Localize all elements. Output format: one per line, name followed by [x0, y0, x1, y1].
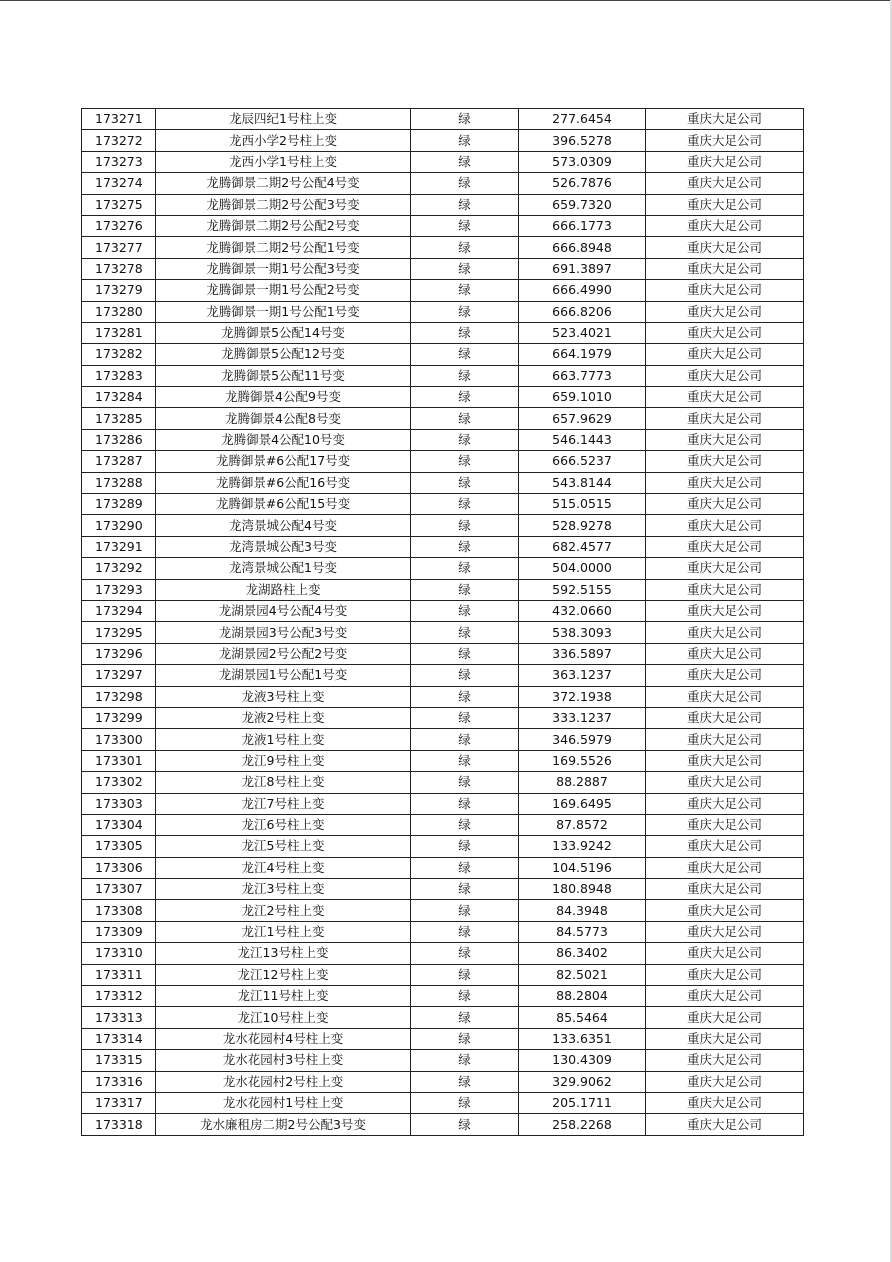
transformer-name-cell: 龙江1号柱上变 [156, 921, 411, 942]
transformer-name-cell: 龙江8号柱上变 [156, 772, 411, 793]
transformer-name-cell: 龙湖景园1号公配1号变 [156, 665, 411, 686]
transformer-name-cell: 龙腾御景一期1号公配2号变 [156, 280, 411, 301]
value-cell: 526.7876 [519, 173, 646, 194]
table-row [82, 707, 804, 728]
value-cell: 504.0000 [519, 558, 646, 579]
company-cell: 重庆大足公司 [646, 986, 804, 1007]
table-row [82, 1071, 804, 1092]
table-row [82, 814, 804, 835]
row-id-cell: 173299 [82, 707, 156, 728]
company-cell: 重庆大足公司 [646, 836, 804, 857]
value-cell: 104.5196 [519, 857, 646, 878]
value-cell: 546.1443 [519, 429, 646, 450]
transformer-name-cell: 龙腾御景二期2号公配3号变 [156, 194, 411, 215]
value-cell: 666.4990 [519, 280, 646, 301]
table-row [82, 1007, 804, 1028]
table-row [82, 772, 804, 793]
value-cell: 666.1773 [519, 215, 646, 236]
transformer-name-cell: 龙腾御景#6公配15号变 [156, 494, 411, 515]
status-color-cell: 绿 [411, 408, 519, 429]
row-id-cell: 173301 [82, 750, 156, 771]
status-color-cell: 绿 [411, 1050, 519, 1071]
row-id-cell: 173310 [82, 943, 156, 964]
status-color-cell: 绿 [411, 750, 519, 771]
row-id-cell: 173284 [82, 387, 156, 408]
transformer-name-cell: 龙江12号柱上变 [156, 964, 411, 985]
status-color-cell: 绿 [411, 1071, 519, 1092]
status-color-cell: 绿 [411, 579, 519, 600]
table-row [82, 665, 804, 686]
company-cell: 重庆大足公司 [646, 237, 804, 258]
value-cell: 666.8948 [519, 237, 646, 258]
row-id-cell: 173294 [82, 600, 156, 621]
transformer-name-cell: 龙江2号柱上变 [156, 900, 411, 921]
row-id-cell: 173285 [82, 408, 156, 429]
status-color-cell: 绿 [411, 836, 519, 857]
table-row [82, 1114, 804, 1135]
company-cell: 重庆大足公司 [646, 494, 804, 515]
table-row [82, 1028, 804, 1049]
company-cell: 重庆大足公司 [646, 451, 804, 472]
row-id-cell: 173309 [82, 921, 156, 942]
table-row [82, 109, 804, 130]
transformer-name-cell: 龙江5号柱上变 [156, 836, 411, 857]
table-row [82, 387, 804, 408]
company-cell: 重庆大足公司 [646, 964, 804, 985]
table-row [82, 408, 804, 429]
value-cell: 84.5773 [519, 921, 646, 942]
transformer-name-cell: 龙液3号柱上变 [156, 686, 411, 707]
row-id-cell: 173295 [82, 622, 156, 643]
value-cell: 396.5278 [519, 130, 646, 151]
value-cell: 691.3897 [519, 258, 646, 279]
company-cell: 重庆大足公司 [646, 322, 804, 343]
row-id-cell: 173277 [82, 237, 156, 258]
company-cell: 重庆大足公司 [646, 1092, 804, 1113]
row-id-cell: 173279 [82, 280, 156, 301]
company-cell: 重庆大足公司 [646, 408, 804, 429]
table-row [82, 579, 804, 600]
row-id-cell: 173272 [82, 130, 156, 151]
table-row [82, 301, 804, 322]
transformer-name-cell: 龙腾御景一期1号公配3号变 [156, 258, 411, 279]
table-row [82, 515, 804, 536]
transformer-name-cell: 龙腾御景4公配10号变 [156, 429, 411, 450]
transformer-name-cell: 龙湖景园2号公配2号变 [156, 643, 411, 664]
table-row [82, 686, 804, 707]
company-cell: 重庆大足公司 [646, 1071, 804, 1092]
transformer-name-cell: 龙辰四纪1号柱上变 [156, 109, 411, 130]
status-color-cell: 绿 [411, 151, 519, 172]
status-color-cell: 绿 [411, 1028, 519, 1049]
table-row [82, 1050, 804, 1071]
value-cell: 523.4021 [519, 322, 646, 343]
company-cell: 重庆大足公司 [646, 344, 804, 365]
status-color-cell: 绿 [411, 665, 519, 686]
company-cell: 重庆大足公司 [646, 109, 804, 130]
company-cell: 重庆大足公司 [646, 558, 804, 579]
status-color-cell: 绿 [411, 387, 519, 408]
table-row [82, 173, 804, 194]
table-row [82, 130, 804, 151]
transformer-name-cell: 龙腾御景二期2号公配4号变 [156, 173, 411, 194]
row-id-cell: 173300 [82, 729, 156, 750]
company-cell: 重庆大足公司 [646, 793, 804, 814]
value-cell: 329.9062 [519, 1071, 646, 1092]
company-cell: 重庆大足公司 [646, 258, 804, 279]
value-cell: 592.5155 [519, 579, 646, 600]
value-cell: 528.9278 [519, 515, 646, 536]
status-color-cell: 绿 [411, 879, 519, 900]
status-color-cell: 绿 [411, 772, 519, 793]
table-row [82, 151, 804, 172]
value-cell: 515.0515 [519, 494, 646, 515]
transformer-name-cell: 龙西小学2号柱上变 [156, 130, 411, 151]
status-color-cell: 绿 [411, 793, 519, 814]
value-cell: 573.0309 [519, 151, 646, 172]
transformer-name-cell: 龙湾景城公配3号变 [156, 536, 411, 557]
table-row [82, 964, 804, 985]
status-color-cell: 绿 [411, 109, 519, 130]
company-cell: 重庆大足公司 [646, 879, 804, 900]
row-id-cell: 173275 [82, 194, 156, 215]
company-cell: 重庆大足公司 [646, 921, 804, 942]
company-cell: 重庆大足公司 [646, 130, 804, 151]
row-id-cell: 173308 [82, 900, 156, 921]
status-color-cell: 绿 [411, 1007, 519, 1028]
table-row [82, 857, 804, 878]
transformer-name-cell: 龙腾御景5公配12号变 [156, 344, 411, 365]
value-cell: 543.8144 [519, 472, 646, 493]
company-cell: 重庆大足公司 [646, 1028, 804, 1049]
status-color-cell: 绿 [411, 451, 519, 472]
value-cell: 659.7320 [519, 194, 646, 215]
row-id-cell: 173282 [82, 344, 156, 365]
value-cell: 372.1938 [519, 686, 646, 707]
row-id-cell: 173289 [82, 494, 156, 515]
page-top-border [0, 0, 892, 1]
table-row [82, 836, 804, 857]
status-color-cell: 绿 [411, 964, 519, 985]
transformer-name-cell: 龙湖景园4号公配4号变 [156, 600, 411, 621]
status-color-cell: 绿 [411, 986, 519, 1007]
company-cell: 重庆大足公司 [646, 515, 804, 536]
table-row [82, 558, 804, 579]
value-cell: 333.1237 [519, 707, 646, 728]
value-cell: 538.3093 [519, 622, 646, 643]
table-row [82, 643, 804, 664]
company-cell: 重庆大足公司 [646, 686, 804, 707]
value-cell: 432.0660 [519, 600, 646, 621]
table-row [82, 258, 804, 279]
company-cell: 重庆大足公司 [646, 194, 804, 215]
company-cell: 重庆大足公司 [646, 772, 804, 793]
transformer-name-cell: 龙水花园村3号柱上变 [156, 1050, 411, 1071]
transformer-name-cell: 龙江7号柱上变 [156, 793, 411, 814]
table-row [82, 729, 804, 750]
company-cell: 重庆大足公司 [646, 729, 804, 750]
value-cell: 84.3948 [519, 900, 646, 921]
row-id-cell: 173271 [82, 109, 156, 130]
row-id-cell: 173287 [82, 451, 156, 472]
status-color-cell: 绿 [411, 130, 519, 151]
value-cell: 130.4309 [519, 1050, 646, 1071]
table-row [82, 429, 804, 450]
value-cell: 86.3402 [519, 943, 646, 964]
value-cell: 277.6454 [519, 109, 646, 130]
transformer-name-cell: 龙腾御景一期1号公配1号变 [156, 301, 411, 322]
transformer-name-cell: 龙水花园村4号柱上变 [156, 1028, 411, 1049]
status-color-cell: 绿 [411, 814, 519, 835]
row-id-cell: 173293 [82, 579, 156, 600]
value-cell: 664.1979 [519, 344, 646, 365]
row-id-cell: 173292 [82, 558, 156, 579]
transformer-name-cell: 龙湖景园3号公配3号变 [156, 622, 411, 643]
status-color-cell: 绿 [411, 301, 519, 322]
status-color-cell: 绿 [411, 344, 519, 365]
value-cell: 88.2804 [519, 986, 646, 1007]
value-cell: 346.5979 [519, 729, 646, 750]
transformer-name-cell: 龙液1号柱上变 [156, 729, 411, 750]
row-id-cell: 173316 [82, 1071, 156, 1092]
row-id-cell: 173288 [82, 472, 156, 493]
status-color-cell: 绿 [411, 429, 519, 450]
status-color-cell: 绿 [411, 280, 519, 301]
value-cell: 336.5897 [519, 643, 646, 664]
transformer-name-cell: 龙西小学1号柱上变 [156, 151, 411, 172]
transformer-name-cell: 龙江10号柱上变 [156, 1007, 411, 1028]
value-cell: 666.5237 [519, 451, 646, 472]
transformer-name-cell: 龙腾御景#6公配17号变 [156, 451, 411, 472]
company-cell: 重庆大足公司 [646, 472, 804, 493]
value-cell: 85.5464 [519, 1007, 646, 1028]
status-color-cell: 绿 [411, 686, 519, 707]
company-cell: 重庆大足公司 [646, 280, 804, 301]
status-color-cell: 绿 [411, 729, 519, 750]
status-color-cell: 绿 [411, 558, 519, 579]
company-cell: 重庆大足公司 [646, 301, 804, 322]
row-id-cell: 173286 [82, 429, 156, 450]
transformer-name-cell: 龙水花园村2号柱上变 [156, 1071, 411, 1092]
value-cell: 363.1237 [519, 665, 646, 686]
table-row [82, 215, 804, 236]
status-color-cell: 绿 [411, 900, 519, 921]
row-id-cell: 173303 [82, 793, 156, 814]
row-id-cell: 173311 [82, 964, 156, 985]
row-id-cell: 173304 [82, 814, 156, 835]
status-color-cell: 绿 [411, 237, 519, 258]
row-id-cell: 173297 [82, 665, 156, 686]
status-color-cell: 绿 [411, 472, 519, 493]
row-id-cell: 173291 [82, 536, 156, 557]
company-cell: 重庆大足公司 [646, 579, 804, 600]
company-cell: 重庆大足公司 [646, 1007, 804, 1028]
status-color-cell: 绿 [411, 1092, 519, 1113]
table-row [82, 237, 804, 258]
value-cell: 205.1711 [519, 1092, 646, 1113]
row-id-cell: 173273 [82, 151, 156, 172]
company-cell: 重庆大足公司 [646, 215, 804, 236]
company-cell: 重庆大足公司 [646, 1050, 804, 1071]
status-color-cell: 绿 [411, 943, 519, 964]
transformer-name-cell: 龙湾景城公配4号变 [156, 515, 411, 536]
status-color-cell: 绿 [411, 515, 519, 536]
transformer-name-cell: 龙腾御景#6公配16号变 [156, 472, 411, 493]
value-cell: 88.2887 [519, 772, 646, 793]
table-body [82, 109, 804, 1136]
transformer-name-cell: 龙腾御景5公配11号变 [156, 365, 411, 386]
table-row [82, 622, 804, 643]
status-color-cell: 绿 [411, 215, 519, 236]
transformer-name-cell: 龙江6号柱上变 [156, 814, 411, 835]
table-row [82, 494, 804, 515]
company-cell: 重庆大足公司 [646, 943, 804, 964]
company-cell: 重庆大足公司 [646, 365, 804, 386]
company-cell: 重庆大足公司 [646, 622, 804, 643]
company-cell: 重庆大足公司 [646, 900, 804, 921]
company-cell: 重庆大足公司 [646, 1114, 804, 1135]
row-id-cell: 173276 [82, 215, 156, 236]
row-id-cell: 173274 [82, 173, 156, 194]
company-cell: 重庆大足公司 [646, 665, 804, 686]
row-id-cell: 173307 [82, 879, 156, 900]
transformer-name-cell: 龙腾御景二期2号公配2号变 [156, 215, 411, 236]
row-id-cell: 173317 [82, 1092, 156, 1113]
company-cell: 重庆大足公司 [646, 643, 804, 664]
transformer-name-cell: 龙江4号柱上变 [156, 857, 411, 878]
transformer-name-cell: 龙湖路柱上变 [156, 579, 411, 600]
table-row [82, 986, 804, 1007]
row-id-cell: 173290 [82, 515, 156, 536]
value-cell: 87.8572 [519, 814, 646, 835]
transformer-table [81, 108, 804, 1136]
value-cell: 133.6351 [519, 1028, 646, 1049]
company-cell: 重庆大足公司 [646, 173, 804, 194]
transformer-name-cell: 龙江9号柱上变 [156, 750, 411, 771]
company-cell: 重庆大足公司 [646, 600, 804, 621]
status-color-cell: 绿 [411, 707, 519, 728]
row-id-cell: 173298 [82, 686, 156, 707]
transformer-name-cell: 龙腾御景二期2号公配1号变 [156, 237, 411, 258]
row-id-cell: 173318 [82, 1114, 156, 1135]
row-id-cell: 173302 [82, 772, 156, 793]
status-color-cell: 绿 [411, 173, 519, 194]
value-cell: 657.9629 [519, 408, 646, 429]
value-cell: 682.4577 [519, 536, 646, 557]
transformer-name-cell: 龙液2号柱上变 [156, 707, 411, 728]
company-cell: 重庆大足公司 [646, 387, 804, 408]
table-row [82, 322, 804, 343]
table-row [82, 280, 804, 301]
status-color-cell: 绿 [411, 643, 519, 664]
value-cell: 659.1010 [519, 387, 646, 408]
transformer-name-cell: 龙水廉租房二期2号公配3号变 [156, 1114, 411, 1135]
status-color-cell: 绿 [411, 194, 519, 215]
row-id-cell: 173306 [82, 857, 156, 878]
row-id-cell: 173280 [82, 301, 156, 322]
table-row [82, 879, 804, 900]
status-color-cell: 绿 [411, 1114, 519, 1135]
transformer-name-cell: 龙水花园村1号柱上变 [156, 1092, 411, 1113]
status-color-cell: 绿 [411, 921, 519, 942]
transformer-name-cell: 龙湾景城公配1号变 [156, 558, 411, 579]
table-row [82, 536, 804, 557]
row-id-cell: 173278 [82, 258, 156, 279]
table-row [82, 921, 804, 942]
company-cell: 重庆大足公司 [646, 151, 804, 172]
row-id-cell: 173305 [82, 836, 156, 857]
company-cell: 重庆大足公司 [646, 707, 804, 728]
table-row [82, 344, 804, 365]
table-row [82, 750, 804, 771]
transformer-name-cell: 龙腾御景5公配14号变 [156, 322, 411, 343]
value-cell: 180.8948 [519, 879, 646, 900]
value-cell: 169.5526 [519, 750, 646, 771]
row-id-cell: 173283 [82, 365, 156, 386]
transformer-name-cell: 龙腾御景4公配9号变 [156, 387, 411, 408]
row-id-cell: 173312 [82, 986, 156, 1007]
table-row [82, 194, 804, 215]
row-id-cell: 173313 [82, 1007, 156, 1028]
company-cell: 重庆大足公司 [646, 536, 804, 557]
row-id-cell: 173314 [82, 1028, 156, 1049]
table-row [82, 451, 804, 472]
company-cell: 重庆大足公司 [646, 429, 804, 450]
status-color-cell: 绿 [411, 536, 519, 557]
row-id-cell: 173281 [82, 322, 156, 343]
value-cell: 663.7773 [519, 365, 646, 386]
value-cell: 666.8206 [519, 301, 646, 322]
table-row [82, 365, 804, 386]
row-id-cell: 173296 [82, 643, 156, 664]
status-color-cell: 绿 [411, 622, 519, 643]
status-color-cell: 绿 [411, 322, 519, 343]
table-row [82, 472, 804, 493]
company-cell: 重庆大足公司 [646, 750, 804, 771]
transformer-name-cell: 龙江3号柱上变 [156, 879, 411, 900]
transformer-name-cell: 龙腾御景4公配8号变 [156, 408, 411, 429]
status-color-cell: 绿 [411, 600, 519, 621]
value-cell: 169.6495 [519, 793, 646, 814]
transformer-name-cell: 龙江11号柱上变 [156, 986, 411, 1007]
company-cell: 重庆大足公司 [646, 857, 804, 878]
table-row [82, 1092, 804, 1113]
status-color-cell: 绿 [411, 258, 519, 279]
value-cell: 82.5021 [519, 964, 646, 985]
company-cell: 重庆大足公司 [646, 814, 804, 835]
table-row [82, 900, 804, 921]
table-row [82, 600, 804, 621]
transformer-name-cell: 龙江13号柱上变 [156, 943, 411, 964]
status-color-cell: 绿 [411, 494, 519, 515]
value-cell: 133.9242 [519, 836, 646, 857]
status-color-cell: 绿 [411, 857, 519, 878]
table-row [82, 943, 804, 964]
table-row [82, 793, 804, 814]
row-id-cell: 173315 [82, 1050, 156, 1071]
status-color-cell: 绿 [411, 365, 519, 386]
value-cell: 258.2268 [519, 1114, 646, 1135]
